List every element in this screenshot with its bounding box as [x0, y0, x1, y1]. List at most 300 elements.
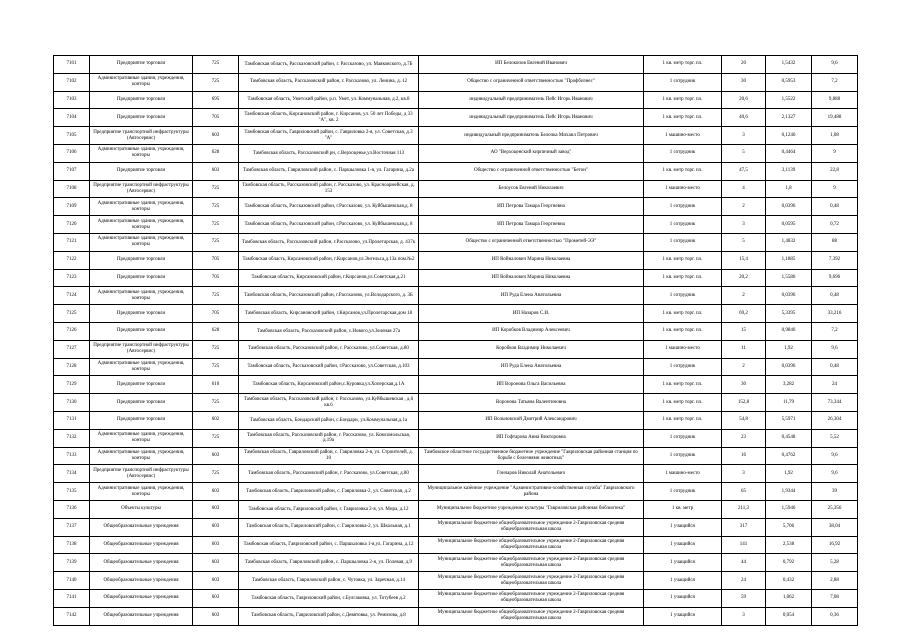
table-row: [54, 73, 858, 91]
quantity-cell: 20,6: [722, 91, 766, 109]
address-cell: Тамбовская область, Кирсановский район, г.Кирсанов,ул.Энгельса,д.13а пом.№2: [239, 251, 419, 269]
unit-cell: 1 сотрудник: [644, 144, 722, 162]
unit-cell: 1 кв. метр торг. пл.: [644, 162, 722, 180]
value-b-cell: 38,04: [812, 518, 858, 536]
unit-cell: 1 сотрудник: [644, 483, 722, 501]
object-type-cell: Общеобразовательные учреждения: [90, 536, 193, 554]
value-b-cell: 5,52: [812, 429, 858, 447]
value-a-cell: 1,062: [766, 589, 812, 607]
value-a-cell: 0,9846: [766, 322, 812, 340]
owner-cell: ИП Вольновский Дмитрий Александрович: [419, 411, 644, 429]
object-type-cell: Административные здания, учреждения, конторы: [90, 287, 193, 305]
unit-cell: 1 кв. метр торг. пл.: [644, 394, 722, 412]
address-cell: Тамбовская область, Гавриловский район, с. Гавриловка-2, ул. Советская, д.2: [239, 483, 419, 501]
object-type-cell: Административные здания, учреждения, конторы: [90, 483, 193, 501]
row-number-cell: 7126: [54, 322, 90, 340]
unit-cell: 1 кв. метр торг. пл.: [644, 109, 722, 127]
quantity-cell: 44: [722, 554, 766, 572]
value-a-cell: 5,706: [766, 518, 812, 536]
quantity-cell: 11: [722, 340, 766, 358]
code-cell: 695: [193, 91, 239, 109]
object-type-cell: Предприятие торговли: [90, 91, 193, 109]
owner-cell: Муниципальное бюджетное общеобразовательное учреждение 2-Гавриловская средняя общеобразовательная школа: [419, 536, 644, 554]
quantity-cell: 30: [722, 73, 766, 91]
table-row: [54, 91, 858, 109]
quantity-cell: 20: [722, 56, 766, 74]
code-cell: 603: [193, 127, 239, 145]
value-b-cell: 9,6: [812, 56, 858, 74]
code-cell: 603: [193, 500, 239, 518]
owner-cell: ИП Гофтарова Анна Викторовна: [419, 429, 644, 447]
quantity-cell: 2: [722, 198, 766, 216]
object-type-cell: Административные здания, учреждения, конторы: [90, 216, 193, 234]
address-cell: Тамбовская область, Гавриловский район, с. Гавриловка 2-я, ул. Строителей, д. 10: [239, 447, 419, 465]
object-type-cell: Предприятие торговли: [90, 394, 193, 412]
value-a-cell: 1,8: [766, 180, 812, 198]
value-a-cell: 0,0595: [766, 216, 812, 234]
row-number-cell: 7140: [54, 572, 90, 590]
owner-cell: индивидуальный предприниматель Пейс Игорь Иванович: [419, 109, 644, 127]
quantity-cell: 23: [722, 429, 766, 447]
unit-cell: 1 сотрудник: [644, 73, 722, 91]
owner-cell: Муниципальное бюджетное учреждение культуры "Гавриловская районная библиотека": [419, 500, 644, 518]
address-cell: Тамбовская область, Кирсановский район, г.Кирсанов,ул.Советская,д.21: [239, 269, 419, 287]
unit-cell: 1 кв. метр торг. пл.: [644, 305, 722, 323]
value-b-cell: 9,6: [812, 465, 858, 483]
value-a-cell: 0,0396: [766, 198, 812, 216]
table-row: [54, 109, 858, 127]
value-b-cell: 0,48: [812, 287, 858, 305]
value-b-cell: 22,8: [812, 162, 858, 180]
owner-cell: Муниципальное казённое учреждение "Административно-хозяйственная служба" Гавриловского района: [419, 483, 644, 501]
quantity-cell: 47,5: [722, 162, 766, 180]
value-b-cell: 7,08: [812, 589, 858, 607]
unit-cell: 1 машино-место: [644, 127, 722, 145]
owner-cell: ИП Войналович Марина Николаевна: [419, 251, 644, 269]
address-cell: Тамбовская область, Гавриловский район, с. Гавриловка-2, ул. Школьная, д.1: [239, 518, 419, 536]
value-a-cell: 1,9344: [766, 483, 812, 501]
value-a-cell: 0,4548: [766, 429, 812, 447]
owner-cell: ИП Руда Елена Анатольевна: [419, 358, 644, 376]
table-row: [54, 358, 858, 376]
object-type-cell: Предприятие торговли: [90, 269, 193, 287]
address-cell: Тамбовская область, Рассказовский район, г.Рассказово, ул. Куйбышевская,д. 8: [239, 198, 419, 216]
owner-cell: Коробков Владимир Николаевич: [419, 340, 644, 358]
code-cell: 725: [193, 56, 239, 74]
document-page: [53, 55, 857, 626]
unit-cell: 1 машино-место: [644, 180, 722, 198]
table-row: [54, 322, 858, 340]
quantity-cell: 40,6: [722, 109, 766, 127]
object-type-cell: Административные здания, учреждения, конторы: [90, 198, 193, 216]
code-cell: 603: [193, 518, 239, 536]
quantity-cell: 5: [722, 144, 766, 162]
table-row: [54, 180, 858, 198]
value-b-cell: 33,216: [812, 305, 858, 323]
owner-cell: ИП Назаров С.И.: [419, 305, 644, 323]
value-a-cell: 3,282: [766, 376, 812, 394]
code-cell: 610: [193, 376, 239, 394]
unit-cell: 1 учащийся: [644, 554, 722, 572]
owner-cell: индивидуальный предприниматель Пейс Игорь Иванович: [419, 91, 644, 109]
code-cell: 725: [193, 358, 239, 376]
value-a-cell: 2,538: [766, 536, 812, 554]
code-cell: 725: [193, 198, 239, 216]
object-type-cell: Административные здания, учреждения, конторы: [90, 233, 193, 251]
quantity-cell: 15,4: [722, 251, 766, 269]
value-b-cell: 9: [812, 180, 858, 198]
value-a-cell: 2,1327: [766, 109, 812, 127]
object-type-cell: Предприятие транспортной инфраструктуры (Автосервис): [90, 127, 193, 145]
owner-cell: Общество с ограниченной ответственностью "Профбизнес": [419, 73, 644, 91]
value-a-cell: 0,054: [766, 607, 812, 625]
row-number-cell: 7128: [54, 358, 90, 376]
row-number-cell: 7123: [54, 269, 90, 287]
address-cell: Тамбовская область, Гавриловский район, с. Паршыловка 2-я, ул. Полевая, д.9: [239, 554, 419, 572]
table-row: [54, 500, 858, 518]
table-row: [54, 340, 858, 358]
value-b-cell: 73,344: [812, 394, 858, 412]
unit-cell: 1 кв. метр торг. пл.: [644, 56, 722, 74]
value-b-cell: 5,28: [812, 554, 858, 572]
object-type-cell: Предприятие торговли: [90, 251, 193, 269]
code-cell: 725: [193, 465, 239, 483]
address-cell: Тамбовская область, Гавриловский район, с.Девятовка, ул. Ремизова, д.8: [239, 607, 419, 625]
address-cell: Тамбовская область, Рассказовский район, г. Рассказово, ул.Советская, д.80: [239, 340, 419, 358]
row-number-cell: 7131: [54, 411, 90, 429]
value-a-cell: 11,79: [766, 394, 812, 412]
row-number-cell: 7105: [54, 127, 90, 145]
row-number-cell: 7127: [54, 340, 90, 358]
row-number-cell: 7125: [54, 305, 90, 323]
value-a-cell: 1,92: [766, 340, 812, 358]
object-type-cell: Административные здания, учреждения, конторы: [90, 429, 193, 447]
row-number-cell: 7141: [54, 589, 90, 607]
table-row: [54, 429, 858, 447]
code-cell: 725: [193, 340, 239, 358]
code-cell: 725: [193, 73, 239, 91]
value-a-cell: 3,1139: [766, 162, 812, 180]
value-a-cell: 0,792: [766, 554, 812, 572]
value-b-cell: 2,88: [812, 572, 858, 590]
owner-cell: Общество с ограниченной ответственностью "Прометей-ЭЭ": [419, 233, 644, 251]
table-row: [54, 518, 858, 536]
table-row: [54, 216, 858, 234]
value-b-cell: 7,2: [812, 322, 858, 340]
owner-cell: ИП Руда Елена Анатольевна: [419, 287, 644, 305]
row-number-cell: 7137: [54, 518, 90, 536]
unit-cell: 1 учащийся: [644, 536, 722, 554]
object-type-cell: Общеобразовательные учреждения: [90, 518, 193, 536]
code-cell: 603: [193, 554, 239, 572]
object-type-cell: Общеобразовательные учреждения: [90, 589, 193, 607]
unit-cell: 1 сотрудник: [644, 358, 722, 376]
quantity-cell: 4: [722, 180, 766, 198]
table-row: [54, 447, 858, 465]
object-type-cell: Предприятие транспортной инфраструктуры (Автосервис): [90, 180, 193, 198]
object-type-cell: Предприятие торговли: [90, 411, 193, 429]
quantity-cell: 317: [722, 518, 766, 536]
code-cell: 705: [193, 109, 239, 127]
object-type-cell: Объекты культуры: [90, 500, 193, 518]
code-cell: 628: [193, 322, 239, 340]
owner-cell: Гончаров Николай Анатольевич: [419, 465, 644, 483]
code-cell: 705: [193, 251, 239, 269]
object-type-cell: Предприятие торговли: [90, 162, 193, 180]
quantity-cell: 59: [722, 589, 766, 607]
code-cell: 705: [193, 305, 239, 323]
quantity-cell: 5: [722, 233, 766, 251]
code-cell: 602: [193, 411, 239, 429]
row-number-cell: 7135: [54, 483, 90, 501]
table-row: [54, 376, 858, 394]
quantity-cell: 20,2: [722, 269, 766, 287]
quantity-cell: 3: [722, 216, 766, 234]
address-cell: Тамбовская область, Бондарский район, с.Бондари, ул.Коммунальная,д.1а: [239, 411, 419, 429]
quantity-cell: 2: [722, 287, 766, 305]
code-cell: 603: [193, 536, 239, 554]
row-number-cell: 7122: [54, 251, 90, 269]
table-row: [54, 287, 858, 305]
row-number-cell: 7142: [54, 607, 90, 625]
value-a-cell: 0,0396: [766, 358, 812, 376]
address-cell: Тамбовская область, Гавриловский район, с.Булгаковка, ул. Тотубеев д.2: [239, 589, 419, 607]
table-row: [54, 162, 858, 180]
address-cell: Тамбовская область, Гавриловский район, с. Чутовка, ул. Заречная, д.14: [239, 572, 419, 590]
owner-cell: Муниципальное бюджетное общеобразовательное учреждение 2-Гавриловская средняя общеобразовательная школа: [419, 607, 644, 625]
row-number-cell: 7101: [54, 56, 90, 74]
row-number-cell: 7136: [54, 500, 90, 518]
object-type-cell: Предприятие транспортной инфраструктуры (Автосервис): [90, 340, 193, 358]
code-cell: 603: [193, 162, 239, 180]
object-type-cell: Предприятие торговли: [90, 109, 193, 127]
table-row: [54, 572, 858, 590]
row-number-cell: 7107: [54, 162, 90, 180]
value-b-cell: 0,72: [812, 216, 858, 234]
value-b-cell: 0,36: [812, 607, 858, 625]
owner-cell: Муниципальное бюджетное общеобразовательное учреждение 2-Гавриловская средняя общеобразовательная школа: [419, 518, 644, 536]
table-row: [54, 251, 858, 269]
table-row: [54, 56, 858, 74]
value-b-cell: 9,696: [812, 269, 858, 287]
unit-cell: 1 кв. метр: [644, 500, 722, 518]
quantity-cell: 3: [722, 465, 766, 483]
object-type-cell: Административные здания, учреждения, конторы: [90, 358, 193, 376]
value-b-cell: 9,6: [812, 447, 858, 465]
unit-cell: 1 сотрудник: [644, 287, 722, 305]
code-cell: 705: [193, 269, 239, 287]
table-row: [54, 305, 858, 323]
object-type-cell: Общеобразовательные учреждения: [90, 572, 193, 590]
row-number-cell: 7108: [54, 180, 90, 198]
address-cell: Тамбовская область, Кирсановский район, г. Кирсанов, ул. 50 лет Победы, д 33 "А", кв. 2: [239, 109, 419, 127]
quantity-cell: 152,8: [722, 394, 766, 412]
table-row: [54, 144, 858, 162]
row-number-cell: 7129: [54, 376, 90, 394]
address-cell: Тамбовская область, Рассказовский рн, с.Верхоценье,ул.Восточная 113: [239, 144, 419, 162]
quantity-cell: 30: [722, 376, 766, 394]
address-cell: Тамбовская область, Уметский район, р.п. Умет, ул. Коммунальная, д.2, кв.8: [239, 91, 419, 109]
row-number-cell: 7120: [54, 216, 90, 234]
value-b-cell: 19,488: [812, 109, 858, 127]
address-cell: Тамбовская область, Гавриловский район, г. Гавриловка 2-я, ул. Мира, д.12: [239, 500, 419, 518]
value-a-cell: 0,1246: [766, 127, 812, 145]
address-cell: Тамбовская область, Рассказовский район, г. Рассказово, ул. Красноармейская, д. 153: [239, 180, 419, 198]
object-type-cell: Общеобразовательные учреждения: [90, 607, 193, 625]
row-number-cell: 7109: [54, 198, 90, 216]
address-cell: Тамбовская область, Рассказовский район, г. Рассказово, ул. Маяковского, д.7Б: [239, 56, 419, 74]
owner-cell: Тамбовское областное государственное бюджетное учреждение "Гавриловская районная станция по борьбе с болезнями животных": [419, 447, 644, 465]
code-cell: 603: [193, 607, 239, 625]
unit-cell: 1 машино-место: [644, 465, 722, 483]
value-b-cell: 0,48: [812, 358, 858, 376]
unit-cell: 1 учащийся: [644, 607, 722, 625]
unit-cell: 1 кв. метр торг. пл.: [644, 411, 722, 429]
table-row: [54, 233, 858, 251]
value-a-cell: 1,92: [766, 465, 812, 483]
object-type-cell: Предприятие торговли: [90, 305, 193, 323]
code-cell: 725: [193, 287, 239, 305]
code-cell: 725: [193, 180, 239, 198]
owner-cell: Муниципальное бюджетное общеобразовательное учреждение 2-Гавриловская средняя общеобразовательная школа: [419, 572, 644, 590]
value-a-cell: 0,0396: [766, 287, 812, 305]
table-row: [54, 465, 858, 483]
quantity-cell: 16: [722, 447, 766, 465]
owner-cell: Белоусов Евгений Николаевич: [419, 180, 644, 198]
table-row: [54, 483, 858, 501]
value-b-cell: 9: [812, 144, 858, 162]
unit-cell: 1 сотрудник: [644, 216, 722, 234]
unit-cell: 1 учащийся: [644, 589, 722, 607]
unit-cell: 1 машино-место: [644, 340, 722, 358]
row-number-cell: 7130: [54, 394, 90, 412]
value-a-cell: 0,5953: [766, 73, 812, 91]
address-cell: Тамбовская область, Рассказовский район, г. Рассказово, ул.Советская, д.80: [239, 465, 419, 483]
row-number-cell: 7121: [54, 233, 90, 251]
code-cell: 603: [193, 572, 239, 590]
value-a-cell: 1,1885: [766, 251, 812, 269]
table-row: [54, 394, 858, 412]
value-b-cell: 24: [812, 376, 858, 394]
address-cell: Тамбовская область, Рассказовский район, г. Рассказово, ул.Куйбышевская , д.6 кв.6: [239, 394, 419, 412]
row-number-cell: 7104: [54, 109, 90, 127]
value-a-cell: 0,4762: [766, 447, 812, 465]
object-type-cell: Предприятие торговли: [90, 56, 193, 74]
owner-cell: Воронова Татьяна Валентиновна: [419, 394, 644, 412]
table-row: [54, 536, 858, 554]
code-cell: 603: [193, 447, 239, 465]
code-cell: 725: [193, 233, 239, 251]
table-row: [54, 554, 858, 572]
unit-cell: 1 кв. метр торг. пл.: [644, 91, 722, 109]
table-row: [54, 269, 858, 287]
unit-cell: 1 кв. метр торг. пл.: [644, 251, 722, 269]
owner-cell: ИП Петрова Тамара Георгиевна: [419, 216, 644, 234]
owner-cell: ИП Воронова Ольга Васильевна: [419, 376, 644, 394]
quantity-cell: 141: [722, 536, 766, 554]
address-cell: Тамбовская область, Гавриловский район, с. Гавриловка 2-я, ул. Советская, д.3 "А": [239, 127, 419, 145]
value-a-cell: 1,5946: [766, 500, 812, 518]
unit-cell: 1 сотрудник: [644, 198, 722, 216]
unit-cell: 1 учащийся: [644, 518, 722, 536]
value-a-cell: 5,3395: [766, 305, 812, 323]
row-number-cell: 7106: [54, 144, 90, 162]
row-number-cell: 7133: [54, 447, 90, 465]
quantity-cell: 65: [722, 483, 766, 501]
row-number-cell: 7102: [54, 73, 90, 91]
quantity-cell: 54,8: [722, 411, 766, 429]
owner-cell: Общество с ограниченной ответственностью "Бетон": [419, 162, 644, 180]
unit-cell: 1 учащийся: [644, 572, 722, 590]
unit-cell: 1 кв. метр торг. пл.: [644, 376, 722, 394]
value-b-cell: 39: [812, 483, 858, 501]
table-body: [54, 56, 858, 626]
address-cell: Тамбовская область, Кирсановский район, г.Кирсанов,ул.Пролетарская,дом 18: [239, 305, 419, 323]
quantity-cell: 2: [722, 358, 766, 376]
value-b-cell: 7,2: [812, 73, 858, 91]
address-cell: Тамбовская область, Рассказовский район, с.Нового,ул.Зеленая 27а: [239, 322, 419, 340]
value-a-cell: 5,5971: [766, 411, 812, 429]
row-number-cell: 7132: [54, 429, 90, 447]
object-type-cell: Предприятие торговли: [90, 376, 193, 394]
owner-cell: ИП Белокопов Евгений Иванович: [419, 56, 644, 74]
table-row: [54, 607, 858, 625]
unit-cell: 1 сотрудник: [644, 429, 722, 447]
row-number-cell: 7124: [54, 287, 90, 305]
row-number-cell: 7139: [54, 554, 90, 572]
value-b-cell: 9,888: [812, 91, 858, 109]
unit-cell: 1 кв. метр торг. пл.: [644, 269, 722, 287]
row-number-cell: 7134: [54, 465, 90, 483]
row-number-cell: 7103: [54, 91, 90, 109]
value-a-cell: 0,432: [766, 572, 812, 590]
quantity-cell: 3: [722, 127, 766, 145]
address-cell: Тамбовская область, Гавриловский район, с. Паршыловка 1-я,ул. Гагарина, д.12: [239, 536, 419, 554]
value-b-cell: 16,92: [812, 536, 858, 554]
value-b-cell: 25,356: [812, 500, 858, 518]
code-cell: 725: [193, 429, 239, 447]
address-cell: Тамбовская область, Рассказовский район, г.Рассказово, ул. Куйбышевская,д. 8: [239, 216, 419, 234]
owner-cell: Муниципальное бюджетное общеобразовательное учреждение 2-Гавриловская средняя общеобразовательная школа: [419, 589, 644, 607]
address-cell: Тамбовская область, Рассказовский район, г. Рассказово, ул. Ленина, д. 12: [239, 73, 419, 91]
unit-cell: 1 кв. метр торг. пл.: [644, 322, 722, 340]
value-a-cell: 1,5432: [766, 56, 812, 74]
code-cell: 725: [193, 216, 239, 234]
code-cell: 628: [193, 144, 239, 162]
code-cell: 603: [193, 483, 239, 501]
quantity-cell: 3: [722, 607, 766, 625]
address-cell: Тамбовская область, Рассказовский район, г.Рассказово, ул.Володарского, д. 3Б: [239, 287, 419, 305]
address-cell: Тамбовская область, Рассказовский район, г.Рассказово, ул.Советская, д.103: [239, 358, 419, 376]
object-type-cell: Административные здания, учреждения, конторы: [90, 73, 193, 91]
code-cell: 725: [193, 394, 239, 412]
value-a-cell: 1,5586: [766, 269, 812, 287]
object-type-cell: Предприятие торговли: [90, 322, 193, 340]
unit-cell: 1 сотрудник: [644, 447, 722, 465]
code-cell: 603: [193, 589, 239, 607]
value-b-cell: 9,6: [812, 340, 858, 358]
row-number-cell: 7138: [54, 536, 90, 554]
value-a-cell: 1,5522: [766, 91, 812, 109]
value-b-cell: 1,08: [812, 127, 858, 145]
owner-cell: АО "Верхоценский кирпичный завод": [419, 144, 644, 162]
owner-cell: ИП Петрова Тамара Георгиевна: [419, 198, 644, 216]
address-cell: Тамбовская область, Рассказовский район, г.Рассказово, ул.Пролетарская, д. 437к: [239, 233, 419, 251]
quantity-cell: 24: [722, 572, 766, 590]
table-row: [54, 589, 858, 607]
quantity-cell: 69,2: [722, 305, 766, 323]
object-type-cell: Предприятие транспортной инфраструктуры (Автосервис): [90, 465, 193, 483]
